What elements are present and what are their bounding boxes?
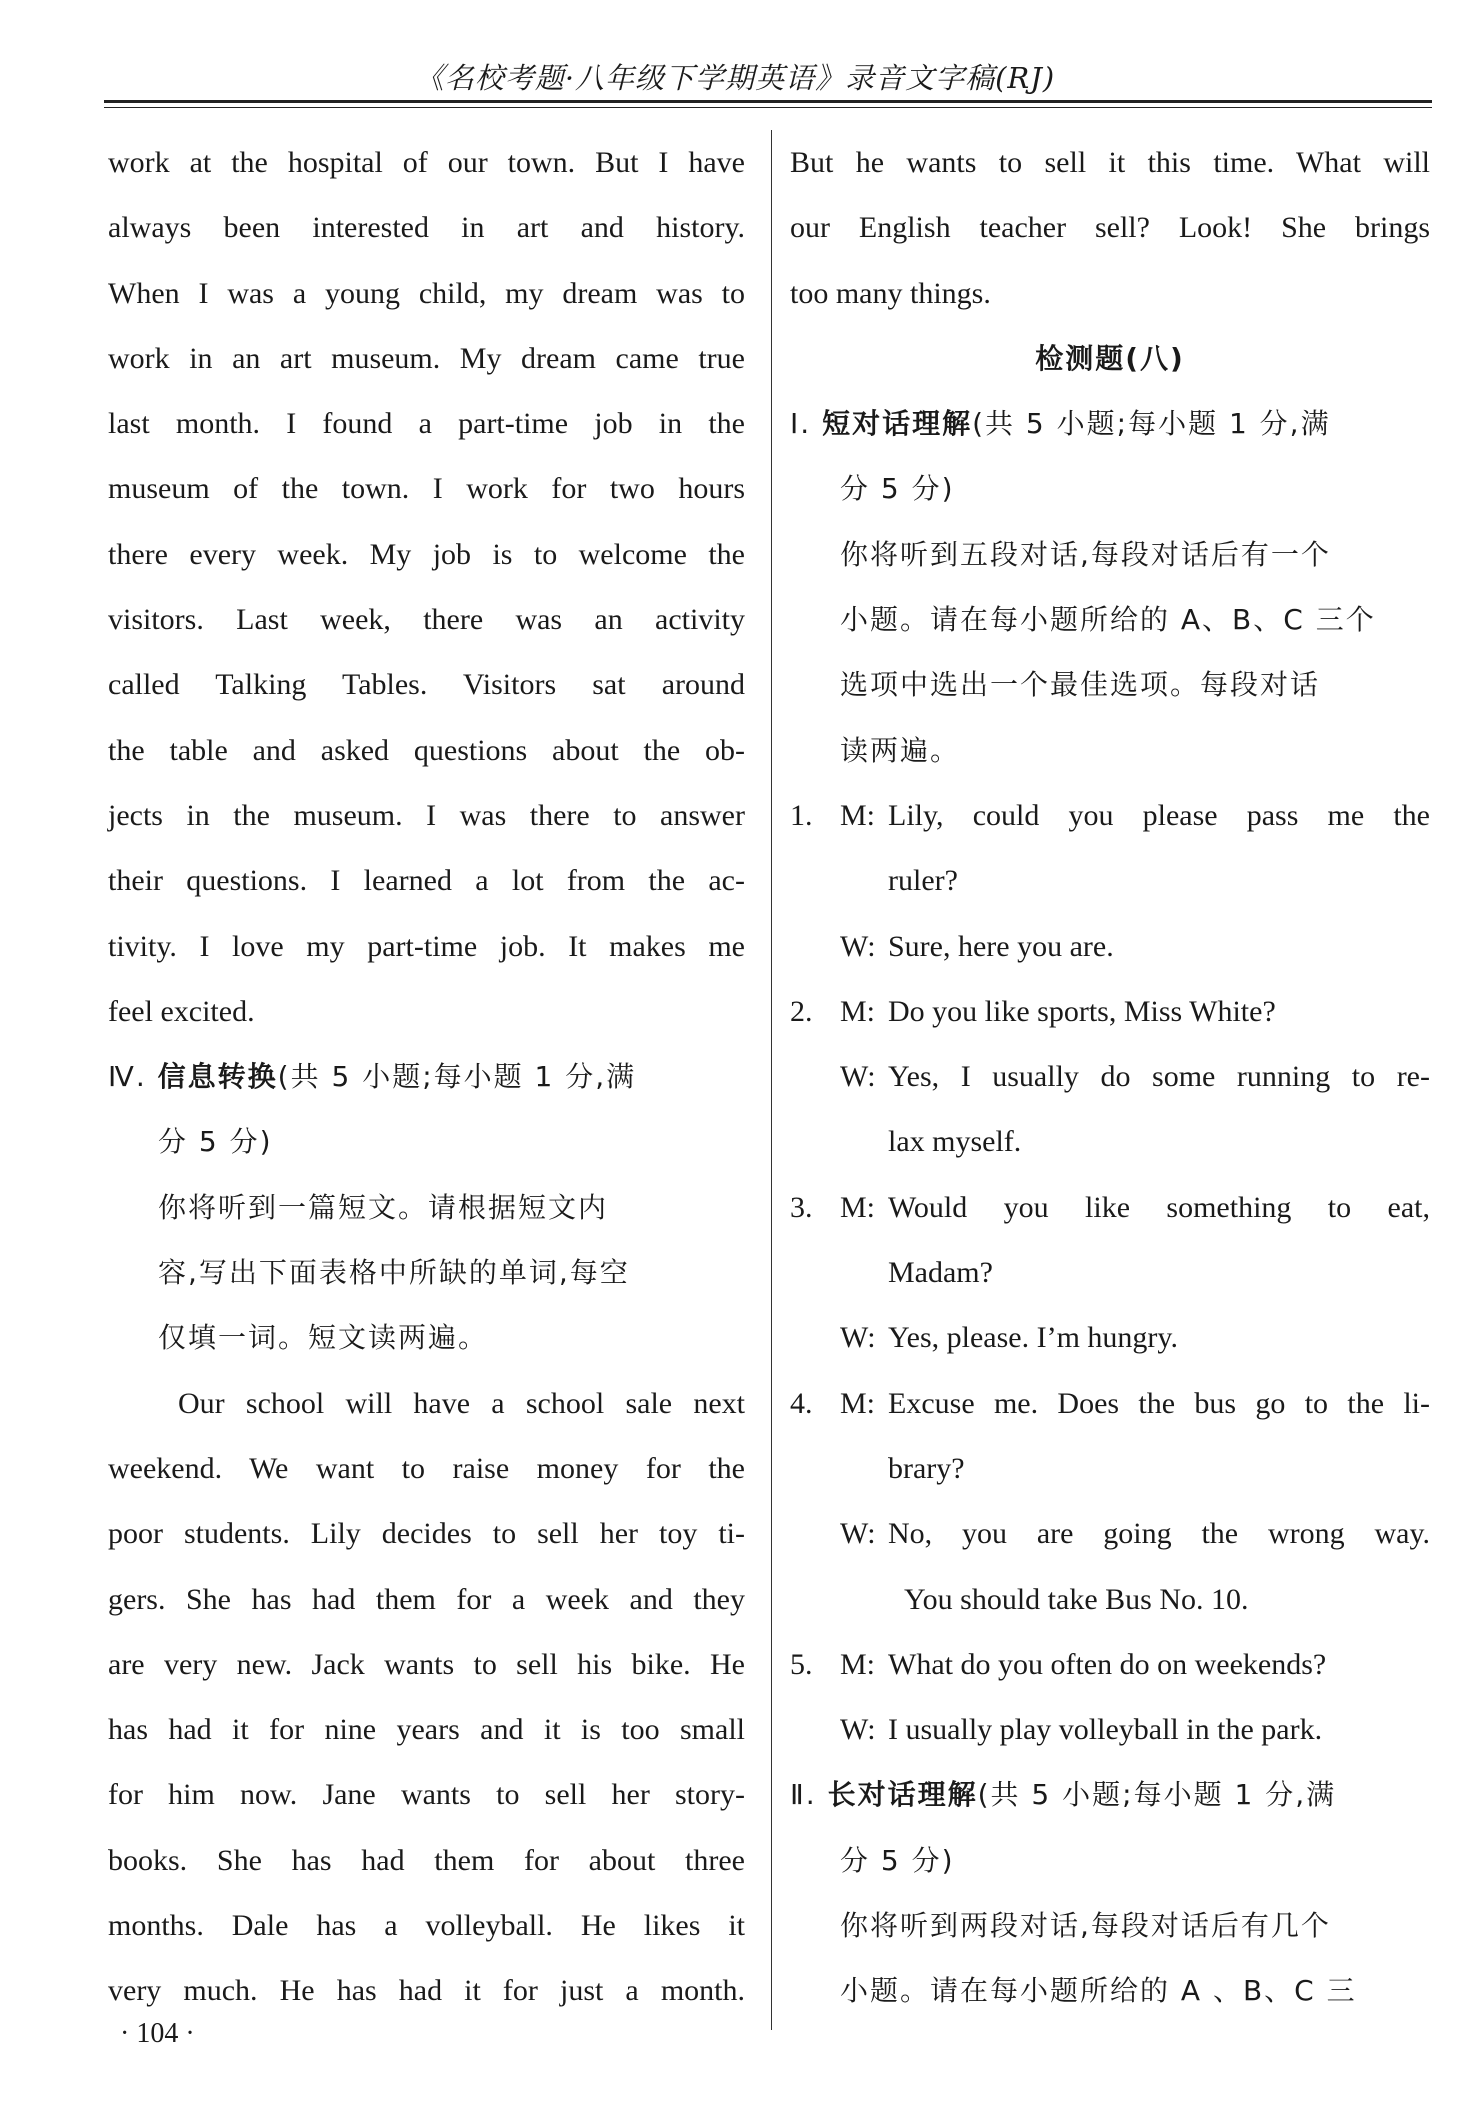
section-4-instruction [108,1175,745,1371]
dialogue-3 [790,1175,1430,1371]
section-title: 信息转换 [157,1060,278,1094]
instruction-line: 你将听到一篇短文。请根据短文内 [158,1190,609,1224]
instruction-line: 小题。请在每小题所给的 A 、B、C 三 [840,1974,1357,2008]
speaker-label: M: [840,798,876,832]
text-line: jects in the museum. I was there to answer [108,798,745,832]
right-column [790,130,1430,2024]
text-line: last month. I found a part-time job in the [108,407,745,441]
speaker-label: M: [840,994,876,1028]
dialogue-text: Yes, please. I’m hungry. [888,1321,1178,1355]
text-line: feel excited. [108,994,255,1028]
dialogue-text: Yes, I usually do some running to re- [888,1060,1430,1094]
text-line: When I was a young child, my dream was to [108,276,745,310]
section-detail: 分 5 分) [840,472,955,506]
section-detail: (共 5 小题;每小题 1 分,满 [277,1060,637,1094]
page-number: · 104 · [120,2018,195,2049]
section-numeral: Ⅰ. [790,407,812,441]
text-line: too many things. [790,276,991,310]
dialogue-text: Lily, could you please pass me the [888,798,1430,832]
instruction-line: 选项中选出一个最佳选项。每段对话 [840,668,1321,702]
dialogue-text: ruler? [888,864,958,898]
text-line: museum of the town. I work for two hours [108,472,745,506]
running-header: 《名校考题·八年级下学期英语》录音文字稿(RJ) [414,61,1056,95]
section-numeral: Ⅳ. [108,1060,147,1094]
dialogue-text: What do you often do on weekends? [888,1647,1327,1681]
text-line: there every week. My job is to welcome the [108,537,745,571]
dialogue-4 [790,1371,1430,1632]
instruction-line: 你将听到两段对话,每段对话后有几个 [840,1909,1331,1943]
speaker-label: M: [840,1190,876,1224]
dialogue-text: I usually play volleyball in the park. [888,1713,1323,1747]
dialogue-text: Do you like sports, Miss White? [888,994,1276,1028]
text-line: gers. She has had them for a week and they [108,1582,745,1616]
speaker-label: W: [840,1517,876,1551]
text-line: weekend. We want to raise money for the [108,1451,745,1485]
speaker-label: W: [840,1321,876,1355]
dialogue-number: 1. [790,798,813,832]
passage-end [790,130,1430,326]
text-line: books. She has had them for about three [108,1843,745,1877]
text-line: tivity. I love my part-time job. It makes me [108,929,745,963]
dialogue-text: You should take Bus No. 10. [904,1582,1249,1616]
header-rule-thick [104,100,1432,103]
text-line: always been interested in art and history. [108,211,745,245]
dialogue-text: No, you are going the wrong way. [888,1517,1430,1551]
text-line: months. Dale has a volleyball. He likes it [108,1909,745,1943]
instruction-line: 小题。请在每小题所给的 A、B、C 三个 [840,603,1376,637]
text-line: has had it for nine years and it is too small [108,1713,745,1747]
section-title: 短对话理解 [822,407,973,441]
dialogue-1 [790,783,1430,979]
text-line: But he wants to sell it this time. What will [790,146,1430,179]
section-detail: 分 5 分) [840,1843,955,1877]
dialogue-text: Would you like something to eat, [888,1190,1430,1224]
dialogue-number: 3. [790,1190,813,1224]
column-divider [771,130,772,2030]
dialogue-text: lax myself. [888,1125,1022,1159]
text-line: for him now. Jane wants to sell her story- [108,1778,745,1812]
section-2-heading [790,1762,1430,1893]
text-line: poor students. Lily decides to sell her toy ti- [108,1517,745,1551]
dialogue-2 [790,979,1430,1175]
text-line: work at the hospital of our town. But I have [108,146,745,179]
speaker-label: W: [840,929,876,963]
dialogue-5 [790,1632,1430,1763]
speaker-label: M: [840,1386,876,1420]
text-line: visitors. Last week, there was an activity [108,603,745,637]
section-detail: 分 5 分) [158,1125,273,1159]
text-line: our English teacher sell? Look! She brings [790,211,1430,245]
instruction-line: 容,写出下面表格中所缺的单词,每空 [158,1256,630,1290]
text-line: called Talking Tables. Visitors sat around [108,668,745,702]
section-detail: (共 5 小题;每小题 1 分,满 [972,407,1331,441]
text-line: their questions. I learned a lot from the ac- [108,864,745,898]
dialogue-text: Excuse me. Does the bus go to the li- [888,1386,1430,1420]
speaker-label: W: [840,1060,876,1094]
section-title: 长对话理解 [827,1778,978,1812]
dialogue-text: Madam? [888,1256,993,1290]
instruction-line: 仅填一词。短文读两遍。 [158,1321,489,1355]
passage-school-sale [108,1371,745,2024]
section-1-heading [790,391,1430,522]
text-line: Our school will have a school sale next [178,1386,745,1420]
text-line: are very new. Jack wants to sell his bike. He [108,1647,745,1681]
text-line: very much. He has had it for just a month. [108,1974,745,2008]
passage-continuation [108,130,745,1044]
dialogue-text: Sure, here you are. [888,929,1114,963]
header-rule-thin [104,107,1432,108]
speaker-label: M: [840,1647,876,1681]
instruction-line: 读两遍。 [840,733,961,767]
speaker-label: W: [840,1713,876,1747]
test-title: 检测题(八) [1035,341,1185,375]
text-line: work in an art museum. My dream came true [108,341,745,375]
dialogue-text: brary? [888,1451,965,1485]
section-1-instruction [790,522,1430,783]
section-4-heading [108,1044,745,1175]
dialogue-number: 4. [790,1386,813,1420]
instruction-line: 你将听到五段对话,每段对话后有一个 [840,537,1331,571]
dialogue-number: 2. [790,994,813,1028]
dialogue-number: 5. [790,1647,813,1681]
section-2-instruction [790,1893,1430,2024]
section-numeral: Ⅱ. [790,1778,817,1812]
left-column [108,130,745,2024]
text-line: the table and asked questions about the ob- [108,733,745,767]
section-detail: (共 5 小题;每小题 1 分,满 [977,1778,1337,1812]
